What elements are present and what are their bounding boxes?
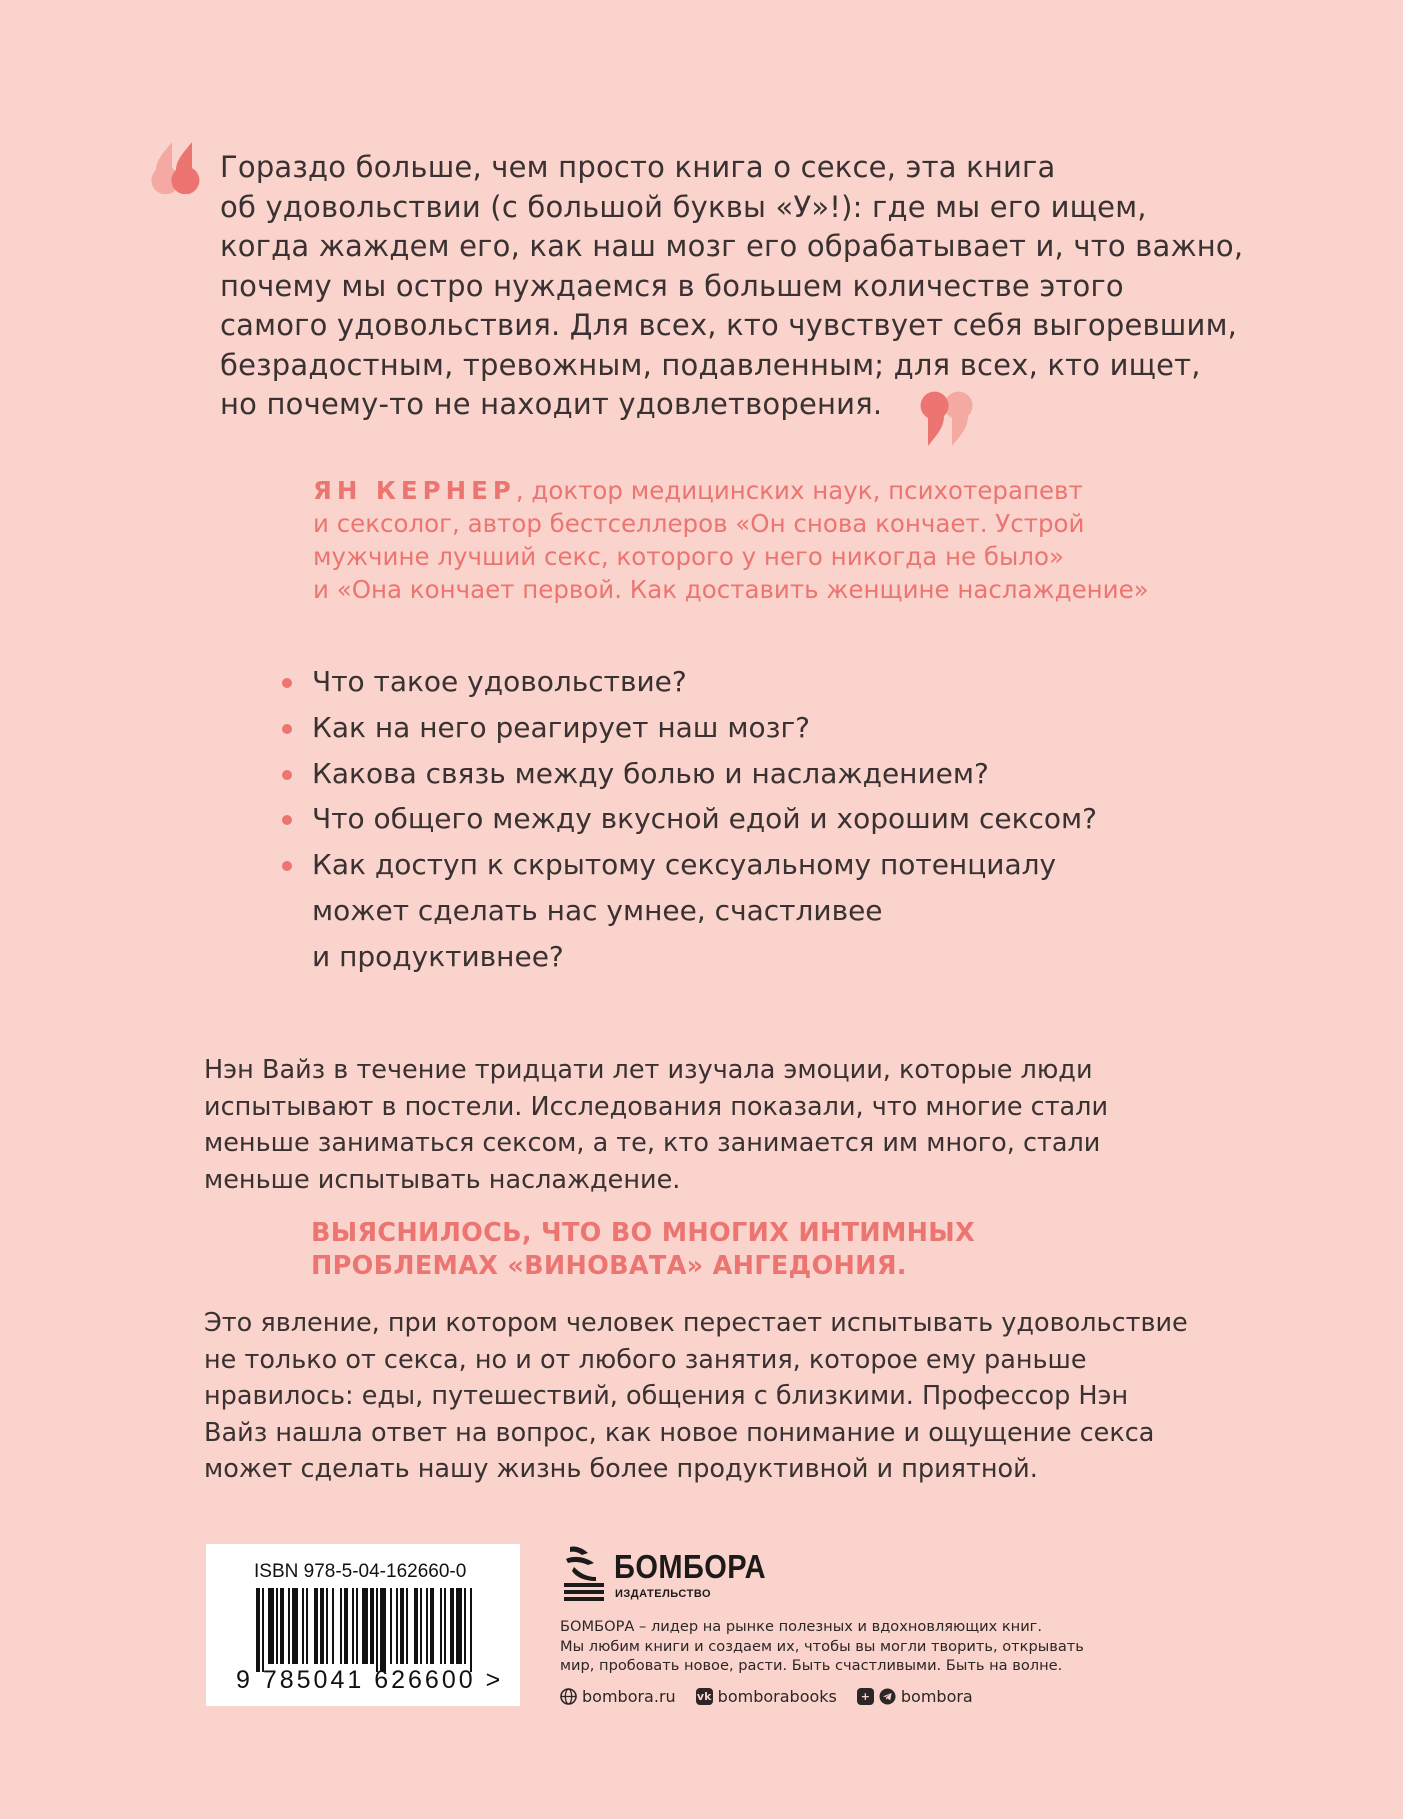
barcode-bar: [320, 1588, 324, 1664]
highlight-line: ВЫЯСНИЛОСЬ, ЧТО ВО МНОГИХ ИНТИМНЫХ: [311, 1218, 975, 1248]
description-paragraph: [204, 1052, 1204, 1198]
globe-icon: [560, 1688, 577, 1705]
website-label: bombora.ru: [582, 1686, 676, 1706]
barcode-bar: [444, 1588, 446, 1664]
barcode-bar: [396, 1588, 398, 1664]
barcode-bar: [340, 1588, 342, 1664]
attribution-line: и сексолог, автор бестселлеров «Он снова кончает. Устрой: [313, 509, 1085, 538]
list-item-text: и продуктивнее?: [312, 939, 564, 973]
barcode-bar: [370, 1588, 374, 1664]
vk-label: bomborabooks: [717, 1686, 837, 1706]
barcode-bar: [276, 1588, 278, 1664]
barcode-bar: [414, 1588, 418, 1664]
paragraph-line: Нэн Вайз в течение тридцати лет изучала эмоции, которые люди: [204, 1055, 1093, 1085]
quote-line: но почему-то не находит удовлетворения.: [220, 387, 883, 421]
bullet-dot-icon: [282, 861, 292, 871]
quote-open-icon: [142, 138, 214, 194]
barcode-bar: [306, 1588, 308, 1664]
list-item-text: Что общего между вкусной едой и хорошим сексом?: [312, 802, 1097, 836]
barcode-bar: [352, 1588, 354, 1664]
list-item-text: Как на него реагирует наш мозг?: [312, 710, 811, 744]
list-item: [282, 796, 1282, 842]
vk-icon: vk: [696, 1689, 712, 1703]
publisher-description-line: Мы любим книги и создаем их, чтобы вы могли творить, открывать: [560, 1637, 1084, 1655]
barcode-bar: [376, 1588, 378, 1672]
barcode-bar: [326, 1588, 328, 1664]
barcode-bar: [362, 1588, 368, 1664]
barcode-bar: [470, 1588, 472, 1672]
barcode-bar: [280, 1588, 284, 1664]
social-links: [560, 1685, 973, 1707]
quote-line: безрадостным, тревожным, подавленным; для всех, кто ищет,: [220, 347, 1201, 382]
bullet-dot-icon: [282, 815, 292, 825]
social-label: bombora: [900, 1686, 973, 1706]
barcode-bar: [426, 1588, 428, 1664]
publisher-description-line: мир, пробовать новое, расти. Быть счастливыми. Быть на волне.: [560, 1657, 1063, 1674]
barcode-bar: [344, 1588, 348, 1664]
list-item-text: Что такое удовольствие?: [312, 665, 687, 698]
vk-link[interactable]: [696, 1687, 837, 1706]
paragraph-line: меньше заниматься сексом, а те, кто занимается им много, стали: [204, 1128, 1101, 1158]
barcode-bar: [288, 1588, 290, 1664]
barcode-bar: [380, 1588, 386, 1672]
publisher-subtitle: ИЗДАТЕЛЬСТВО: [615, 1588, 712, 1600]
website-link[interactable]: [560, 1687, 676, 1706]
quote-line: Гораздо больше, чем просто книга о сексе, эта книга: [220, 150, 1056, 184]
quote-line: почему мы остро нуждаемся в большем количестве этого: [220, 268, 1124, 303]
attribution-line: и «Она кончает первой. Как доставить женщине наслаждение»: [313, 575, 1149, 604]
paragraph-line: испытывают в постели. Исследования показали, что многие стали: [204, 1091, 1109, 1122]
barcode-bar: [406, 1588, 408, 1664]
list-item: [282, 842, 1282, 979]
paragraph-line: Это явление, при котором человек перестает испытывать удовольствие: [204, 1308, 1188, 1338]
barcode-bar: [420, 1588, 422, 1664]
paragraph-line: нравилось: еды, путешествий, общения с близкими. Профессор Нэн: [204, 1381, 1129, 1411]
attribution-line: мужчине лучший секс, которого у него никогда не было»: [313, 542, 1064, 571]
barcode-bar: [450, 1588, 454, 1664]
quote-line: самого удовольствия. Для всех, кто чувствует себя выгоревшим,: [220, 308, 1238, 342]
description-paragraph: [204, 1305, 1204, 1488]
publisher-name: БОМБОРА: [614, 1548, 766, 1585]
barcode-panel: [206, 1544, 520, 1706]
bullet-dot-icon: [282, 724, 292, 734]
barcode-bar: [314, 1588, 318, 1664]
questions-list: [282, 659, 1282, 980]
barcode-bar: [256, 1588, 260, 1672]
paragraph-line: Вайз нашла ответ на вопрос, как новое понимание и ощущение секса: [204, 1417, 1155, 1448]
telegram-icon: [879, 1688, 896, 1705]
social-link[interactable]: [857, 1687, 973, 1706]
list-item: [282, 751, 1282, 797]
quote-line: когда жаждем его, как наш мозг его обрабатывает и, что важно,: [220, 229, 1244, 263]
barcode-bar: [302, 1588, 304, 1664]
list-item: [282, 659, 1282, 705]
list-item-text: может сделать нас умнее, счастливее: [312, 893, 883, 927]
paragraph-line: может сделать нашу жизнь более продуктивной и приятной.: [204, 1454, 1038, 1484]
highlight-line: ПРОБЛЕМАХ «ВИНОВАТА» АНГЕДОНИЯ.: [311, 1251, 907, 1281]
barcode-bar: [400, 1588, 404, 1664]
barcode-bar: [390, 1588, 392, 1664]
author-name: ЯН КЕРНЕР: [313, 476, 516, 505]
publisher-description: [560, 1617, 1120, 1676]
barcode-bar: [464, 1588, 466, 1664]
quote-line: об удовольствии (с большой буквы «У»!): где мы его ищем,: [220, 189, 1147, 224]
barcode-bar: [456, 1588, 462, 1664]
publisher-description-line: БОМБОРА – лидер на рынке полезных и вдохновляющих книг.: [560, 1618, 1042, 1635]
list-item-text: Как доступ к скрытому сексуальному потенциалу: [312, 848, 1057, 882]
barcode-bar: [292, 1588, 298, 1664]
list-item-text: Какова связь между болью и наслаждением?: [312, 756, 989, 790]
author-title: , доктор медицинских наук, психотерапевт: [515, 476, 1083, 505]
list-item: [282, 705, 1282, 751]
barcode-bar: [268, 1588, 274, 1664]
quote-attribution: [313, 474, 1313, 606]
paragraph-line: не только от секса, но и от любого занятия, которое ему раньше: [204, 1344, 1087, 1375]
quote-text: [220, 148, 1244, 425]
highlight-callout: [311, 1217, 1311, 1283]
quote-close-icon: [904, 390, 976, 450]
bullet-dot-icon: [282, 678, 292, 688]
isbn-number: ISBN 978-5-04-162660-0: [254, 1561, 467, 1582]
barcode-bar: [440, 1588, 442, 1664]
paragraph-line: меньше испытывать наслаждение.: [204, 1164, 681, 1195]
barcode-bar: [356, 1588, 358, 1664]
barcode-digits: 9 785041 626600 >: [236, 1666, 504, 1694]
bullet-dot-icon: [282, 770, 292, 780]
barcode-bar: [262, 1588, 264, 1672]
plus-icon: +: [857, 1688, 874, 1705]
barcode-bar: [430, 1588, 434, 1664]
barcode-bar: [332, 1588, 334, 1664]
